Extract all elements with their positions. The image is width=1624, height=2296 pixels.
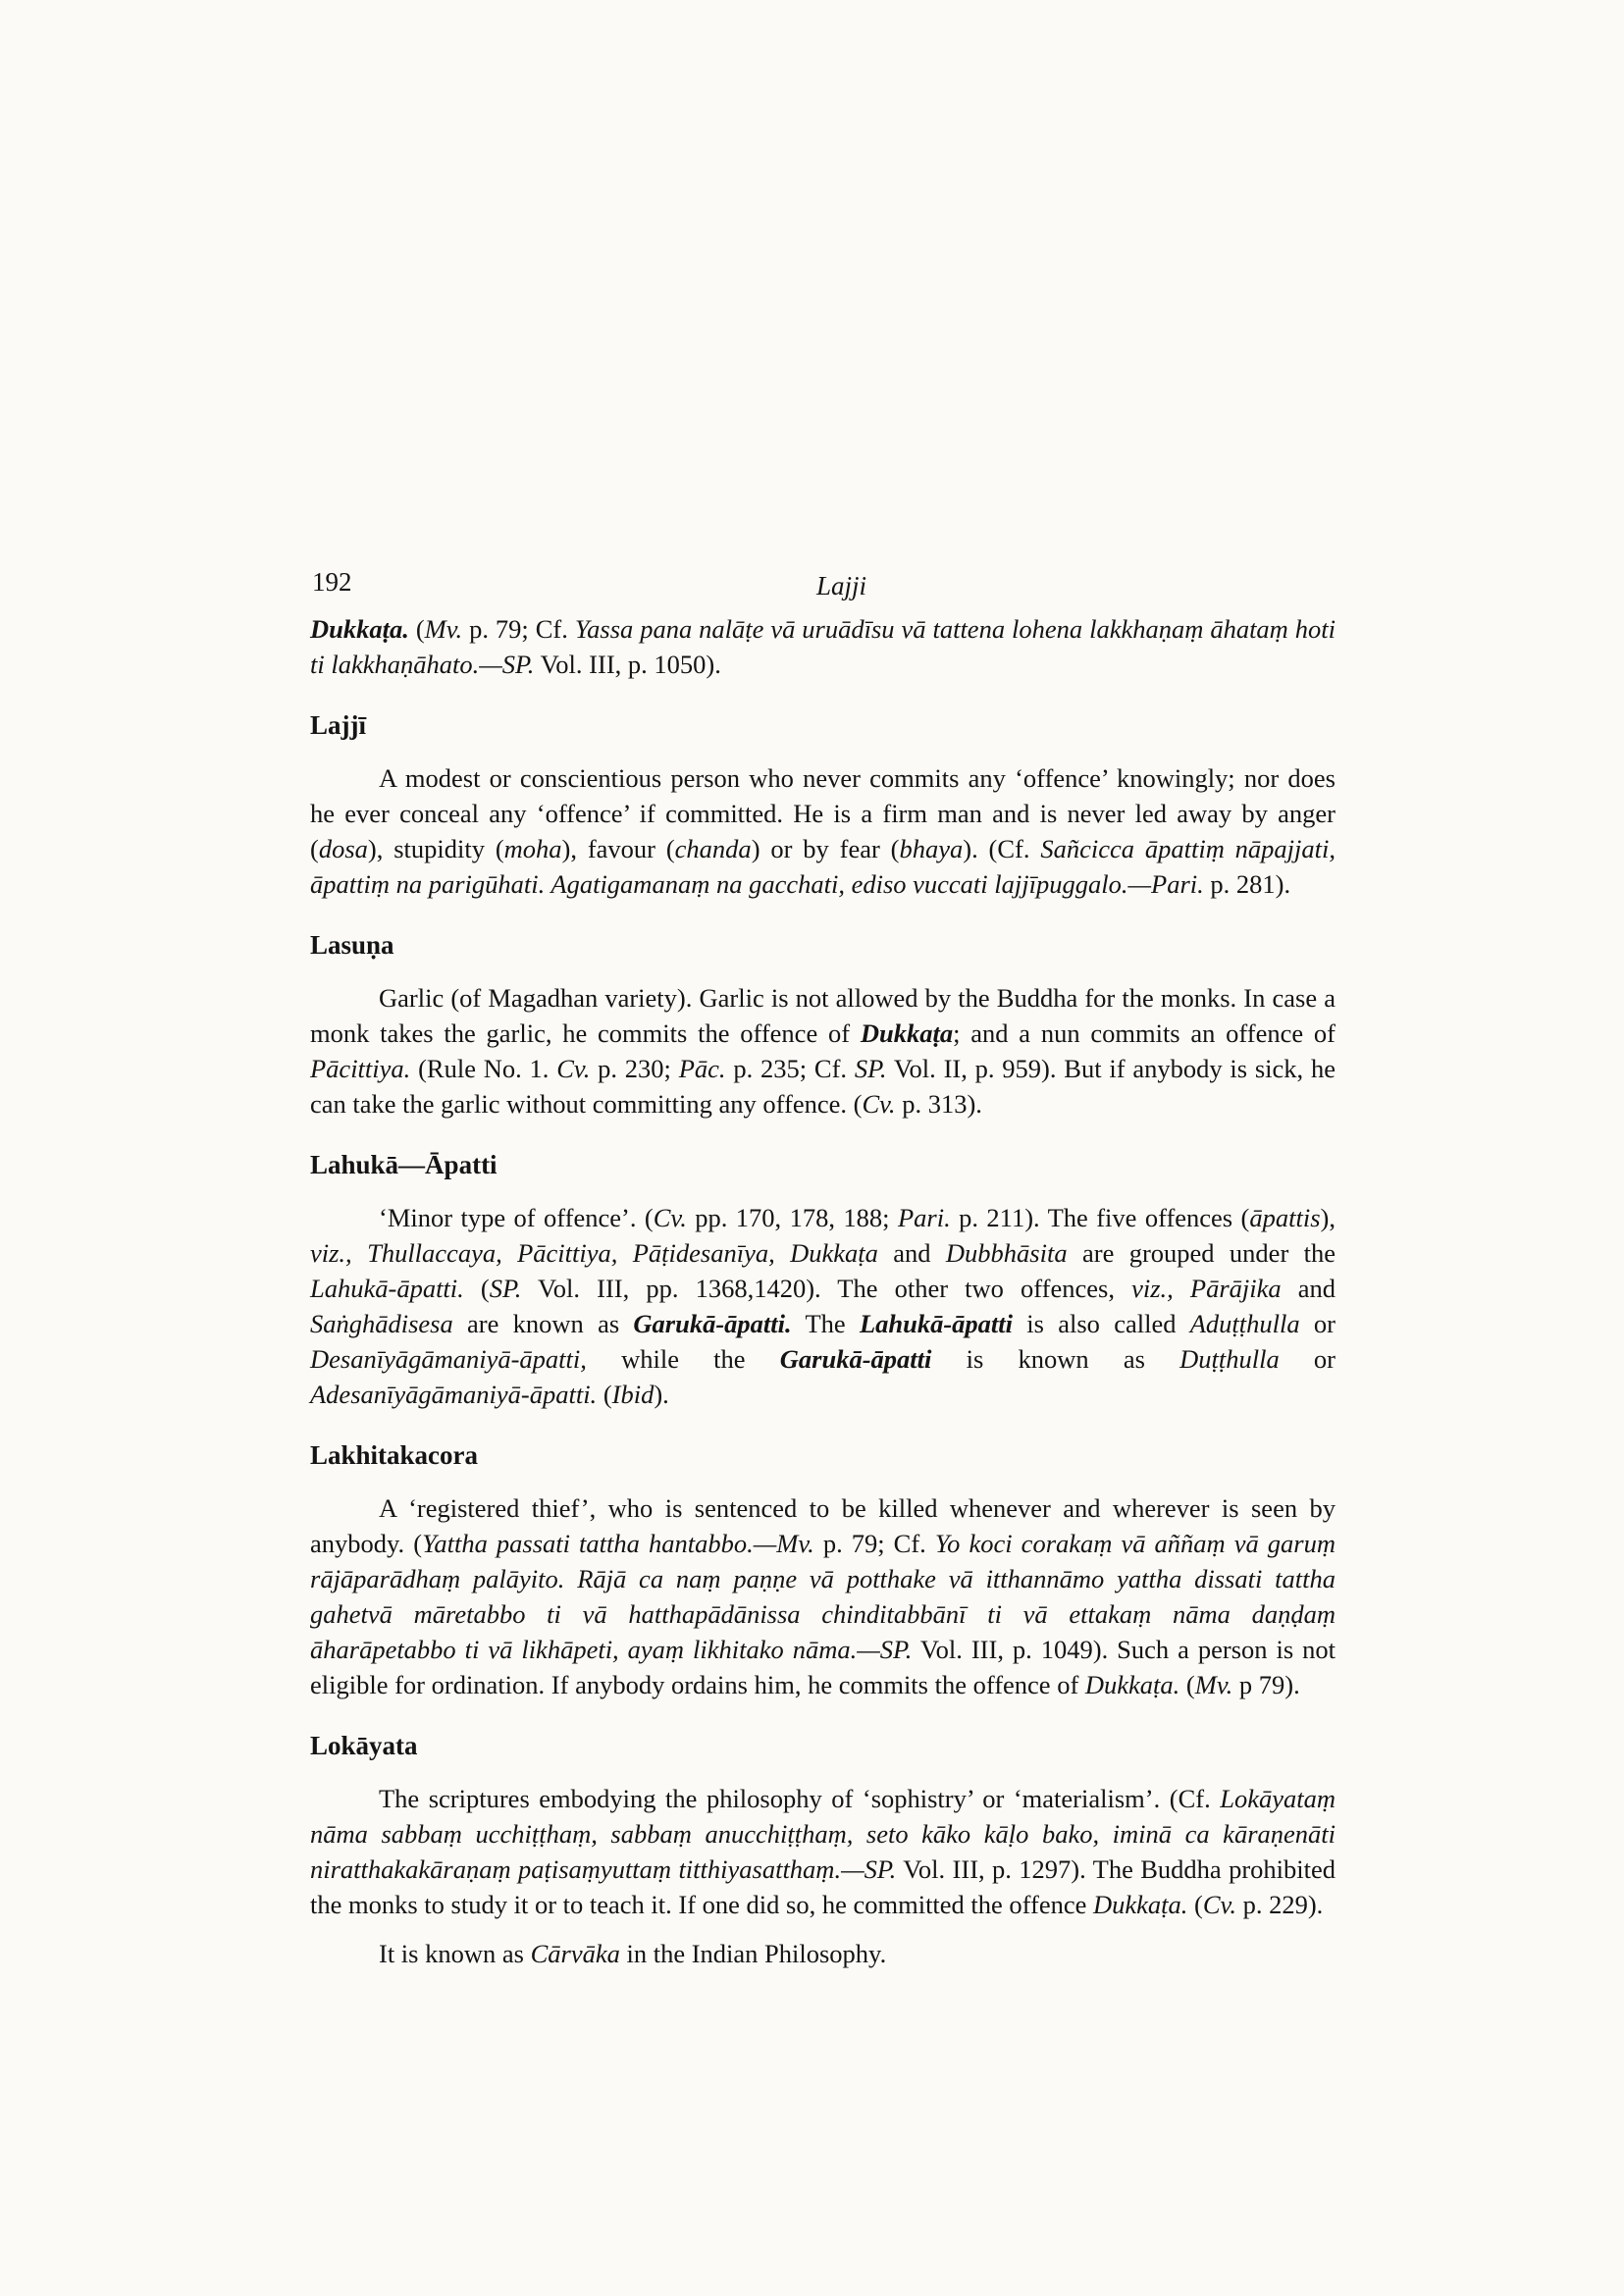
continuation-paragraph: Dukkaṭa. (Mv. p. 79; Cf. Yassa pana nalāṭe vā uruādīsu vā tattena lohena lakkhaṇaṃ āhataṃ hoti ti lakkhaṇāhato.—SP. Vol. III, p. 1050). <box>310 614 1336 679</box>
entry-lakhitakacora <box>310 1437 1336 1702</box>
entry-lajji <box>310 707 1336 902</box>
headword-lahuka-apatti: Lahukā—Āpatti <box>310 1150 498 1179</box>
headword-lakhitakacora: Lakhitakacora <box>310 1440 479 1470</box>
definition-lajji: A modest or conscientious person who never commits any ‘offence’ knowingly; nor does he ever conceal any ‘offence’ if committed. He is a firm man and is never led away by anger (dosa), stupidity (moha), favour (chanda) or by fear (bhaya). (Cf. Sañcicca āpattiṃ nāpajjati, āpattiṃ na parigūhati. Agatigamanaṃ na gacchati, ediso vuccati lajjīpuggalo.—Pari. p. 281). <box>310 763 1336 899</box>
page-number: 192 <box>312 567 352 597</box>
document-page <box>310 564 1336 1971</box>
entry-lahuka-apatti <box>310 1147 1336 1412</box>
definition-lasuna: Garlic (of Magadhan variety). Garlic is not allowed by the Buddha for the monks. In case a monk takes the garlic, he commits the offence of Dukkaṭa; and a nun commits an offence of Pācittiya. (Rule No. 1. Cv. p. 230; Pāc. p. 235; Cf. SP. Vol. II, p. 959). But if anybody is sick, he can take the garlic without committing any offence. (Cv. p. 313). <box>310 983 1336 1119</box>
headword-lokayata: Lokāyata <box>310 1731 418 1760</box>
definition-lakhitakacora: A ‘registered thief’, who is sentenced to be killed whenever and wherever is seen by anybody. (Yattha passati tattha hantabbo.—Mv. p. 79; Cf. Yo koci corakaṃ vā aññaṃ vā garuṃ rājāparādhaṃ palāyito. Rājā ca naṃ paṇṇe vā potthake vā itthannāmo yattha dissati tattha gahetvā māretabbo ti vā hatthapādānissa chinditabbānī ti vā ettakaṃ nāma daṇḍaṃ āharāpetabbo ti vā likhāpeti, ayaṃ likhitako nāma.—SP. Vol. III, p. 1049). Such a person is not eligible for ordination. If anybody ordains him, he commits the offence of Dukkaṭa. (Mv. p 79). <box>310 1493 1336 1699</box>
page-header <box>310 564 1336 607</box>
running-head: Lajji <box>816 571 867 600</box>
note-lokayata: It is known as Cārvāka in the Indian Philosophy. <box>379 1939 887 1968</box>
headword-lajji: Lajjī <box>310 710 366 740</box>
definition-lokayata: The scriptures embodying the philosophy of ‘sophistry’ or ‘materialism’. (Cf. Lokāyataṃ nāma sabbaṃ ucchiṭṭhaṃ, sabbaṃ anucchiṭṭhaṃ, seto kāko kāḷo bako, iminā ca kāraṇenāti niratthakakāraṇaṃ paṭisaṃyuttaṃ titthiyasatthaṃ.—SP. Vol. III, p. 1297). The Buddha prohibited the monks to study it or to teach it. If one did so, he committed the offence Dukkaṭa. (Cv. p. 229). <box>310 1784 1336 1919</box>
headword-lasuna: Lasuṇa <box>310 930 394 960</box>
definition-lahuka-apatti: ‘Minor type of offence’. (Cv. pp. 170, 178, 188; Pari. p. 211). The five offences (āpattis), viz., Thullaccaya, Pācittiya, Pāṭidesanīya, Dukkaṭa and Dubbhāsita are grouped under the Lahukā-āpatti. (SP. Vol. III, pp. 1368,1420). The other two offences, viz., Pārājika and Saṅghādisesa are known as Garukā-āpatti. The Lahukā-āpatti is also called Aduṭṭhulla or Desanīyāgāmaniyā-āpatti, while the Garukā-āpatti is known as Duṭṭhulla or Adesanīyāgāmaniyā-āpatti. (Ibid). <box>310 1203 1336 1409</box>
entry-lokayata <box>310 1728 1336 1971</box>
entry-lasuna <box>310 927 1336 1122</box>
